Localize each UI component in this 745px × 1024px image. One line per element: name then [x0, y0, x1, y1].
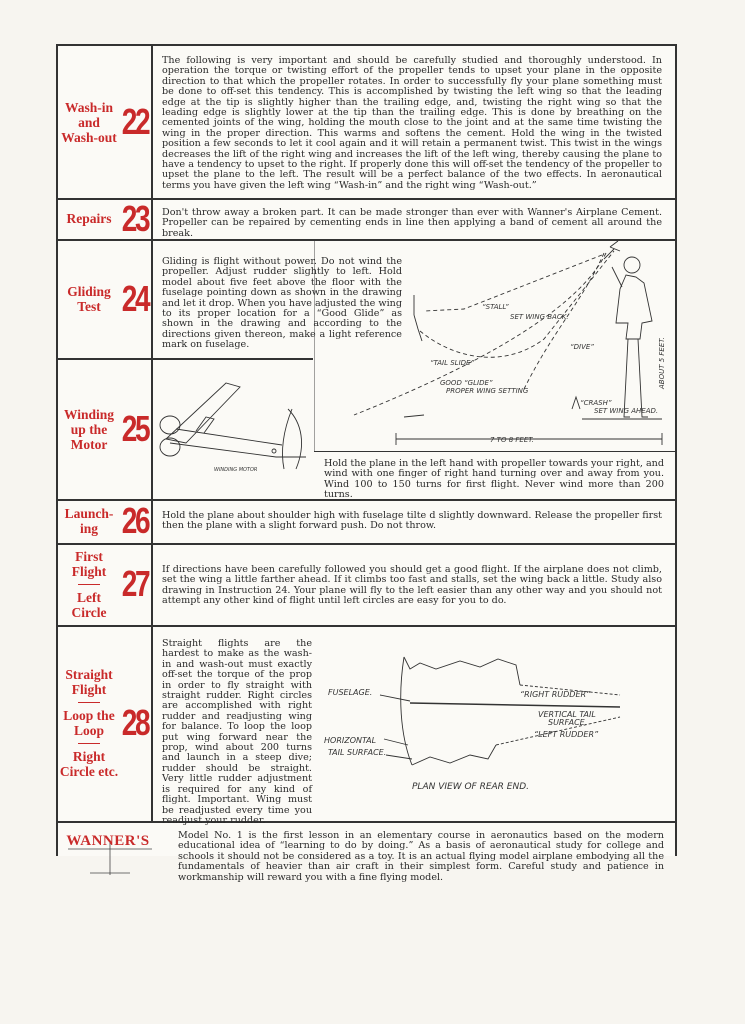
section-number: 26 — [121, 500, 149, 541]
label-line: Winding — [63, 406, 115, 422]
label-line: Test — [77, 299, 101, 314]
plan-view-caption: PLAN VIEW OF REAR END. — [412, 782, 529, 792]
label-line: up the — [70, 421, 108, 437]
dive-label: “DIVE” — [570, 343, 594, 351]
label-rule — [78, 584, 100, 585]
section-23 — [58, 198, 675, 241]
section-number: 23 — [121, 197, 149, 239]
surface-label: SURFACE. — [548, 718, 588, 727]
about-5-feet-label: ABOUT 5 FEET. — [658, 337, 666, 389]
section-text: Straight flights are the hardest to make as the wash-in and wash-out must exactly off-set the torque of the prop in order to fly straight with straight rudder. Right circles are accomplished with right rudder and readjusting wing for balance. To loop the loop put wing forward near the prop, wind about 200 turns and launch in a steep dive; rudder should be straight. Very little rudder adjustment is required for any kind of flight. Important. Wing must be readjusted every time you readjust your rudder. — [162, 638, 312, 826]
section-number: 25 — [121, 408, 149, 449]
section-label — [58, 499, 120, 543]
proper-wing-setting-label: PROPER WING SETTING — [446, 387, 529, 395]
section-text: If directions have been carefully followed you should get a good flight. If the airplane does not climb, set the wing a little farther ahead. If it climbs too fast and stalls, set the wing back a little. Study also drawing in Instruction 24. Your plane will fly to the left easier than any other way and you should not attempt any other kind of flight until left circles are easy for you to do. — [162, 564, 662, 607]
tail-surface-label: TAIL SURFACE. — [328, 748, 387, 757]
label-line: Straight — [65, 667, 113, 682]
label-line: Flight — [71, 563, 107, 579]
distance-label: 7 TO 8 FEET. — [490, 436, 534, 444]
footer — [58, 821, 675, 891]
set-wing-ahead-label: SET WING AHEAD. — [594, 407, 659, 415]
section-number: 22 — [121, 101, 149, 142]
divider — [151, 46, 153, 198]
label-line: Motor — [70, 436, 108, 452]
label-line: Loop the — [63, 708, 115, 723]
label-line: Wash-out — [61, 129, 117, 145]
good-glide-label: GOOD “GLIDE” — [440, 379, 493, 387]
section-number: 24 — [121, 278, 149, 319]
label-line: Flight — [71, 682, 107, 697]
divider — [151, 359, 153, 499]
label-rule — [78, 702, 100, 703]
label-line: Circle etc. — [59, 764, 119, 779]
fuselage-label: FUSELAGE. — [328, 688, 373, 697]
section-text: Don't throw away a broken part. It can be made stronger than ever with Wanner's Airplane Cement. Propeller can be repaired by cementing ends in line then applying a band of cement all around the break. — [162, 207, 662, 239]
label-line: Repairs — [66, 211, 112, 226]
section-label — [58, 543, 120, 625]
section-text: Hold the plane in the left hand with propeller towards your right, and wind with one finger of right hand turning over and away from you. Wind 100 to 150 turns for first flight. Never wind more than 200 turns. — [324, 458, 664, 501]
section-26 — [58, 499, 675, 545]
winding-motor-figure — [156, 373, 316, 473]
section-label — [58, 359, 120, 499]
tail-plan-view-figure — [320, 645, 670, 795]
instruction-sheet — [56, 44, 677, 883]
wanners-logo: WANNER'S — [66, 833, 150, 849]
label-line: Wash-in — [64, 99, 114, 115]
label-line: ing — [79, 521, 98, 536]
set-wing-back-label: SET WING BACK. — [510, 313, 569, 321]
section-label — [58, 198, 120, 239]
label-line: Launch- — [64, 506, 114, 521]
stall-label: “STALL” — [482, 303, 509, 311]
divider — [151, 499, 153, 543]
section-label — [58, 625, 120, 821]
divider — [151, 198, 153, 239]
section-text: Gliding is flight without power. Do not wind the propeller. Adjust rudder slightly to left. Hold model about five feet above the floor with the fuselage pointing down as shown in the drawing and let it drop. When you have adjusted the wing to its proper location for a “Good Glide” as shown in the drawing and according to the directions given thereon, make a light reference mark on fuselage. — [162, 256, 402, 351]
divider — [151, 625, 153, 821]
section-28 — [58, 625, 675, 826]
divider — [151, 239, 153, 359]
section-number: 27 — [121, 563, 149, 604]
left-rudder-label: “LEFT RUDDER” — [534, 730, 599, 739]
glide-test-figure — [314, 239, 675, 451]
label-line: First — [75, 548, 103, 564]
section-number: 28 — [121, 702, 149, 743]
section-label — [58, 46, 120, 198]
winding-motor-caption: WINDING MOTOR — [214, 467, 258, 473]
section-label — [58, 239, 120, 359]
section-text: The following is very important and should be carefully studied and thoroughly understood. In operation the torque or twisting effort of the propeller tends to upset your plane in the opposite direction to that which the propeller rotates. In order to successfully fly your plane something must be done to off-set this tendency. This is accomplished by twisting the left wing so that the leading edge at the tip is slightly higher than the trailing edge, and, twisting the right wing so that the leading edge is slightly lower at the tip than the trailing edge. This is done by breathing on the cemented joints of the wing, holding the mouth close to the joint and at the same time twisting the wing in the proper direction. This warms and softens the cement. Hold the wing in the twisted position a few seconds to let it cool again and it will retain a permanent twist. This twist in the wings decreases the lift of the right wing and increases the lift of the left wing, thereby causing the plane to have a tendency to upset to the right. If properly done this will off-set the tendency of the propeller to upset the plane to the left. The result will be a perfect balance of the two effects. In aeronautical terms you have given the left wing “Wash-in” and the right wing “Wash-out.” — [162, 55, 662, 191]
section-27 — [58, 543, 675, 627]
section-22 — [58, 46, 675, 200]
divider — [151, 543, 153, 625]
tail-slide-label: “TAIL SLIDE” — [430, 359, 475, 367]
label-line: and — [78, 114, 100, 130]
label-line: Circle — [71, 604, 107, 620]
label-line: Right — [72, 749, 106, 764]
label-line: Left — [77, 589, 101, 605]
crash-label: “CRASH” — [580, 399, 612, 407]
label-line: Gliding — [67, 284, 111, 299]
label-line: Loop — [73, 723, 104, 738]
horizontal-label: HORIZONTAL — [324, 736, 377, 745]
figure-frame-rule — [314, 451, 675, 452]
footer-text: Model No. 1 is the first lesson in an elementary course in aeronautics based on the modern educational idea of “learning to do by doing.” As a basis of aeronautical study for college and schools it should not be considered as a toy. It is an actual flying model airplane embodying all the fundamentals of heavier than air craft in their simplest form. Careful study and patience in workmanship will reward you with a fine flying model. — [178, 830, 664, 883]
vertical-tail-label: VERTICAL TAIL — [538, 710, 596, 719]
label-rule — [78, 743, 100, 744]
right-rudder-label: “RIGHT RUDDER” — [520, 690, 591, 699]
section-text: Hold the plane about shoulder high with fuselage tilte d slightly downward. Release the propeller first then the plane with a slight forward push. Do not throw. — [162, 510, 662, 532]
